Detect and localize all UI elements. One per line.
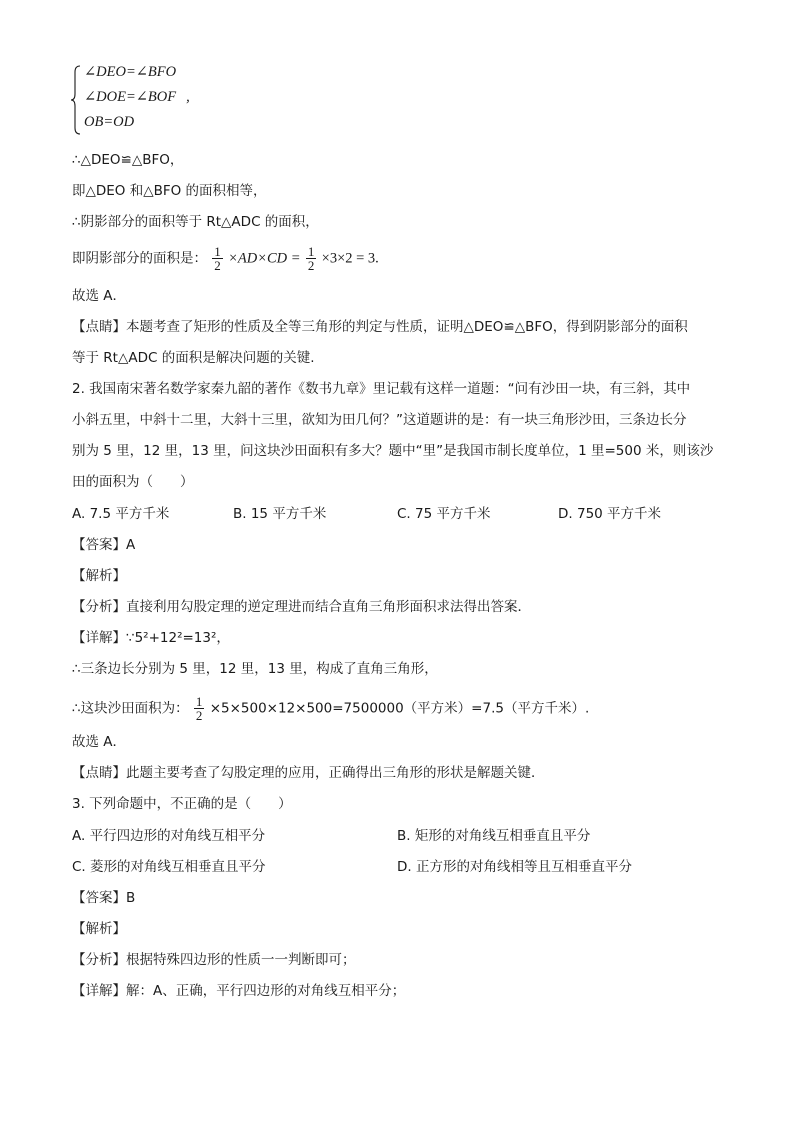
fraction-denominator: 2	[195, 708, 203, 723]
fraction-numerator: 1	[307, 244, 315, 259]
q2-line-3: 别为 5 里，12 里，13 里，问这块沙田面积有多大？题中“里”是我国市制长度单位，1 里=500 米，则该沙	[72, 443, 714, 459]
q3-option-d: D. 正方形的对角线相等且互相垂直平分	[397, 859, 632, 875]
q2-detail-2: ∴三条边长分别为 5 里，12 里，13 里，构成了直角三角形，	[72, 661, 438, 677]
q3-option-b: B. 矩形的对角线互相垂直且平分	[397, 828, 591, 844]
conclusion-congruent: ∴△DEO≌△BFO，	[72, 152, 184, 168]
q2-comment	[72, 763, 545, 783]
q3-line-1: 3. 下列命题中，不正确的是（ ）	[72, 796, 292, 812]
analysis-tag: 【分析】	[72, 952, 126, 968]
q2-analysis	[72, 597, 531, 617]
q2-detail-3	[72, 695, 589, 722]
q3-detail-1	[72, 981, 405, 1001]
q3-answer	[72, 888, 135, 908]
fraction-denominator: 2	[214, 258, 221, 273]
system-row-2-text: ∠DOE=∠BOF	[84, 89, 177, 105]
q2-jiexi: 【解析】	[72, 568, 126, 584]
q2-option-b: B. 15 平方千米	[233, 506, 327, 522]
equation-system	[70, 64, 270, 136]
comment-tag: 【点睛】	[72, 765, 126, 781]
comment-tag: 【点睛】	[72, 319, 126, 335]
conclusion-shaded-area: ∴阴影部分的面积等于 Rt△ADC 的面积，	[72, 214, 319, 230]
comment-text-a: 本题考查了矩形的性质及全等三角形的判定与性质，证明△DEO≌△BFO，得到阴影部分的面积	[126, 319, 688, 335]
fraction-half-2	[306, 245, 317, 272]
system-trail-comma: ,	[186, 89, 190, 105]
detail-3-prefix: ∴这块沙田面积为：	[72, 700, 189, 717]
system-row-1: ∠DEO=∠BFO	[84, 64, 177, 80]
detail-3-rest: ×5×500×12×500=7500000（平方米）=7.5（平方千米）.	[209, 700, 590, 717]
q2-line-4: 田的面积为（ ）	[72, 474, 194, 490]
answer-tag: 【答案】	[72, 890, 126, 906]
shaded-area-formula	[72, 245, 379, 272]
formula-prefix: 即阴影部分的面积是：	[72, 250, 207, 267]
formula-end: ×3×2 = 3.	[321, 250, 379, 267]
comment-line-2: 等于 Rt△ADC 的面积是解决问题的关键.	[72, 350, 315, 366]
q2-answer	[72, 535, 135, 555]
detail-tag: 【详解】	[72, 630, 126, 646]
q3-jiexi: 【解析】	[72, 921, 126, 937]
comment-line-1	[72, 317, 688, 337]
q2-line-1: 2. 我国南宋著名数学家秦九韶的著作《数书九章》里记载有这样一道题：“问有沙田一块，有三斜，其中	[72, 381, 691, 397]
answer-value: A	[126, 537, 136, 553]
q2-option-c: C. 75 平方千米	[397, 506, 491, 522]
q2-detail-1	[72, 628, 230, 648]
choose-answer-1: 故选 A．	[72, 288, 127, 304]
formula-middle: ×AD×CD =	[228, 250, 301, 267]
fraction-numerator: 1	[214, 244, 221, 259]
fraction-half-3	[194, 695, 205, 722]
detail-tag: 【详解】	[72, 983, 126, 999]
analysis-text: 根据特殊四边形的性质一一判断即可；	[126, 952, 356, 968]
fraction-numerator: 1	[195, 694, 203, 709]
analysis-text: 直接利用勾股定理的逆定理进而结合直角三角形面积求法得出答案．	[126, 599, 531, 615]
q3-option-a: A. 平行四边形的对角线互相平分	[72, 828, 266, 844]
fraction-half-1	[212, 245, 223, 272]
q3-analysis	[72, 950, 356, 970]
q2-option-a: A. 7.5 平方千米	[72, 506, 170, 522]
q2-line-2: 小斜五里，中斜十二里，大斜十三里，欲知为田几何？”这道题讲的是：有一块三角形沙田，三条边长分	[72, 412, 687, 428]
q3-option-c: C. 菱形的对角线互相垂直且平分	[72, 859, 266, 875]
left-brace-icon	[70, 64, 82, 136]
q2-choose: 故选 A．	[72, 734, 127, 750]
system-row-2	[84, 89, 190, 106]
comment-text: 此题主要考查了勾股定理的应用，正确得出三角形的形状是解题关键．	[126, 765, 545, 781]
analysis-tag: 【分析】	[72, 599, 126, 615]
answer-tag: 【答案】	[72, 537, 126, 553]
q2-option-d: D. 750 平方千米	[558, 506, 662, 522]
answer-value: B	[126, 890, 136, 906]
conclusion-area-equal: 即△DEO 和△BFO 的面积相等，	[72, 183, 267, 199]
detail-text: 解：A、正确，平行四边形的对角线互相平分；	[126, 983, 406, 999]
fraction-denominator: 2	[307, 258, 315, 273]
detail-text: ∵5²+12²=13²，	[126, 630, 230, 646]
system-row-3: OB=OD	[84, 114, 135, 130]
